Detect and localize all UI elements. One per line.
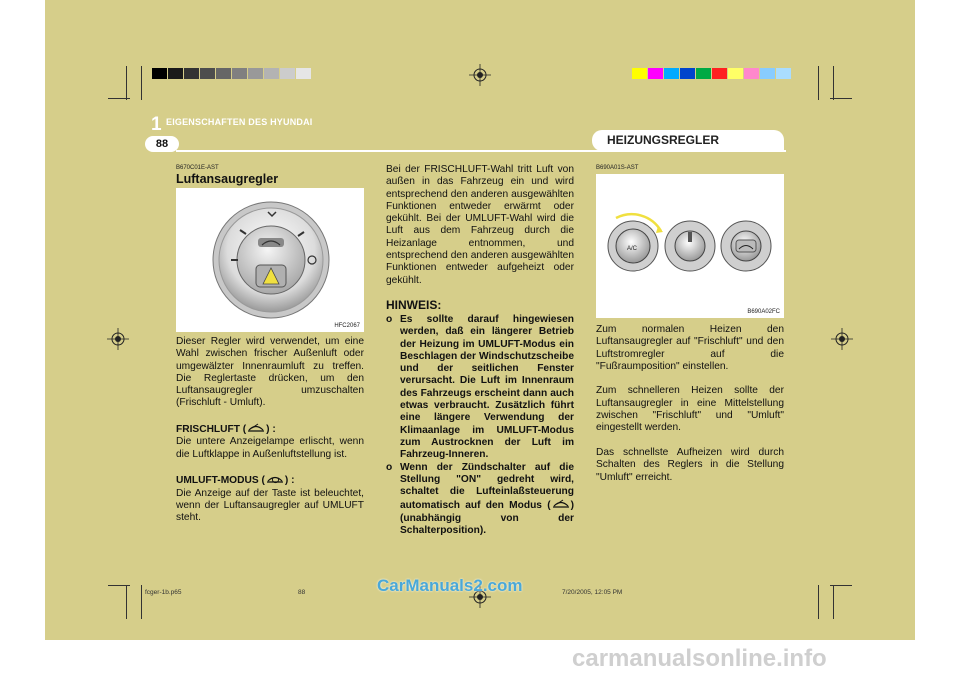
- color-swatch: [152, 68, 167, 79]
- intro-paragraph: Dieser Regler wird verwendet, um eine Wahl zwischen frischer Außenluft oder umgewälzter Innenraumluft zu treffen. Die Reglertaste drücken, um den Luftansaugregler umzuschalten (Frischluft - Umluft).: [176, 336, 364, 409]
- note-text: Es sollte darauf hingewiesen werden, daß ein längerer Betrieb der Heizung im UMLUFT-Modus ein Beschlagen der Windschutzscheibe und der seitlichen Fenster verursacht. Die Luft im Innenraum des Fahrzeugs erscheint dann auch etwas verbraucht. Zusätzlich führt eine längere Verwendung der Klimaanlage im UMLUFT-Modus zum Austrocknen der Luft im Fahrzeug-Inneren.: [400, 314, 574, 461]
- color-swatch: [200, 68, 215, 79]
- registration-mark-icon: [107, 328, 129, 350]
- image-label: HFC2067: [334, 323, 360, 329]
- crop-mark: [141, 66, 142, 100]
- recirc-label: UMLUFT-MODUS (: [176, 475, 265, 487]
- note-list: [386, 314, 574, 537]
- note-bullet: o: [386, 461, 393, 473]
- paragraph: Zum schnelleren Heizen sollte der Luftansaugregler in eine Mittelstellung zwischen "Frischluft" und "Umluft" eingestellt werden.: [596, 385, 784, 434]
- color-swatch: [680, 68, 695, 79]
- recirculation-icon: [265, 473, 285, 484]
- color-calibration-bar: [632, 68, 792, 79]
- color-swatch: [744, 68, 759, 79]
- color-swatch: [728, 68, 743, 79]
- note-text: Wenn der Zündschalter auf die Stellung "ON" gedreht wird, schaltet die Lufteinlaßsteuerung automatisch auf den Modus (: [400, 461, 574, 512]
- note-bullet: o: [386, 314, 393, 325]
- section-title: EIGENSCHAFTEN DES HYUNDAI: [166, 117, 313, 127]
- fresh-air-label-line: [176, 422, 364, 436]
- color-swatch: [296, 68, 311, 79]
- color-swatch: [696, 68, 711, 79]
- registration-mark-icon: [469, 64, 491, 86]
- color-swatch: [632, 68, 647, 79]
- footer-date: 7/20/2005, 12:05 PM: [562, 589, 623, 596]
- note-heading: HINWEIS:: [386, 298, 442, 312]
- heater-dials-icon: [596, 174, 784, 318]
- crop-mark: [141, 585, 142, 619]
- left-column-text: [176, 336, 364, 537]
- registration-mark-icon: [831, 328, 853, 350]
- fresh-air-icon: [246, 422, 266, 433]
- page-title: HEIZUNGSREGLER: [607, 133, 720, 147]
- note-item: [386, 462, 574, 538]
- section-heading: Luftansaugregler: [176, 172, 279, 186]
- paragraph: Das schnellste Aufheizen wird durch Schalten des Reglers in die Stellung "Umluft" erreicht.: [596, 446, 784, 483]
- section-code: B690A01S-AST: [596, 165, 639, 171]
- color-swatch: [712, 68, 727, 79]
- watermark-bottom[interactable]: carmanualsonline.info: [572, 645, 827, 672]
- header-rule: [176, 150, 786, 152]
- color-swatch: [664, 68, 679, 79]
- ac-label: A/C: [627, 246, 638, 252]
- color-swatch: [184, 68, 199, 79]
- crop-mark: [818, 585, 819, 619]
- grey-calibration-bar: [152, 68, 312, 79]
- recirc-label-end: ) :: [284, 475, 295, 487]
- watermark-center[interactable]: CarManuals2.com: [377, 576, 523, 595]
- color-swatch: [168, 68, 183, 79]
- right-column-text: [596, 324, 784, 496]
- crop-mark: [833, 66, 834, 100]
- color-swatch: [264, 68, 279, 79]
- note-item: [386, 314, 574, 462]
- recirc-label-line: [176, 473, 364, 487]
- crop-mark: [830, 98, 852, 99]
- color-swatch: [648, 68, 663, 79]
- crop-mark: [818, 66, 819, 100]
- heater-controls-image: [596, 174, 784, 318]
- fresh-air-description: Die untere Anzeigelampe erlischt, wenn die Luftklappe in Außenluftstellung ist.: [176, 436, 364, 460]
- crop-mark: [830, 585, 852, 586]
- fresh-air-label-end: ) :: [266, 424, 276, 436]
- crop-mark: [108, 98, 130, 99]
- color-swatch: [248, 68, 263, 79]
- footer-page: 88: [298, 589, 306, 596]
- paragraph: Zum normalen Heizen den Luftansaugregler auf "Frischluft" und den Luftstromregler auf die "Fußraumposition" einstellen.: [596, 324, 784, 372]
- crop-mark: [126, 66, 127, 100]
- image-label: B690A02FC: [747, 309, 780, 315]
- fresh-air-label: FRISCHLUFT (: [176, 424, 247, 436]
- section-code: B670C01E-AST: [176, 165, 219, 171]
- color-swatch: [776, 68, 791, 79]
- recirc-description: Die Anzeige auf der Taste ist beleuchtet, wenn der Luftansaugregler auf UMLUFT steht.: [176, 487, 364, 524]
- color-swatch: [216, 68, 231, 79]
- section-number: 1: [151, 114, 162, 135]
- air-intake-control-image: [176, 188, 364, 332]
- footer-file: fcger-1b.p65: [145, 589, 182, 596]
- page-number-badge: 88: [145, 136, 179, 152]
- crop-mark: [108, 585, 130, 586]
- color-swatch: [232, 68, 247, 79]
- crop-mark: [126, 585, 127, 619]
- fresh-air-icon: [551, 498, 571, 509]
- air-intake-knob-icon: [176, 188, 364, 332]
- note-text-end: ) (unabhängig von der Schalterposition).: [400, 500, 574, 537]
- crop-mark: [833, 585, 834, 619]
- color-swatch: [280, 68, 295, 79]
- color-swatch: [760, 68, 775, 79]
- middle-column-intro: Bei der FRISCHLUFT-Wahl tritt Luft von außen in das Fahrzeug ein und wird entsprechend den anderen ausgewählten Funktionen entweder erwärmt oder gekühlt. Bei der UMLUFT-Wahl wird die Luft aus dem Fahrzeug durch die Heizanlage entnommen, und entsprechend den anderen ausgewählten Funktionen entweder aufgeheizt oder gekühlt.: [386, 164, 574, 286]
